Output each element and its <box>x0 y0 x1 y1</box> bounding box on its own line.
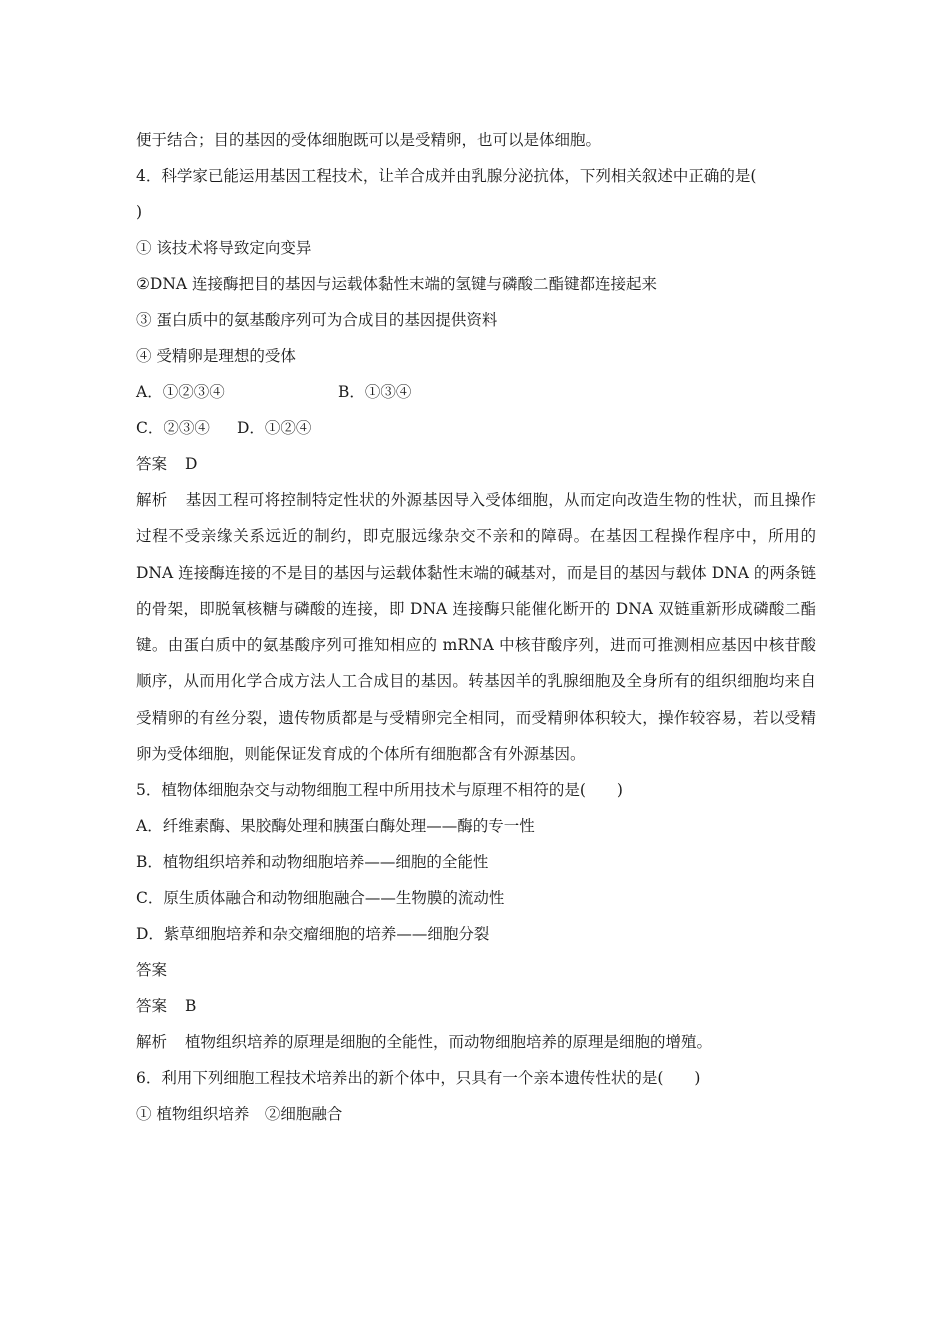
q5-answer-blank: 答案 <box>136 961 168 980</box>
q4-option-d: D．①②④ <box>237 419 312 437</box>
q4-answer-value: D <box>185 455 198 473</box>
q4-item-4: ④ 受精卵是理想的受体 <box>136 347 296 365</box>
intro-tail-text: 便于结合；目的基因的受体细胞既可以是受精卵，也可以是体细胞。 <box>136 131 602 149</box>
q4-option-b: B．①③④ <box>338 383 412 401</box>
q4-analysis-text: 基因工程可将控制特定性状的外源基因导入受体细胞，从而定向改造生物的性状，而且操作过程不受亲缘关系远近的制约，即克服远缘杂交不亲和的障碍。在基因工程操作程序中，所用的 DNA 连接酶连接的不是目的基因与运载体黏性末端的碱基对，而是目的基因与载体 DNA 的两条链的骨架，即脱氧核糖与磷酸的连接，即 DNA 连接酶只能催化断开的 DNA 双链重新形成磷酸二酯键。由蛋白质中的氨基酸序列可推知相应的 mRNA 中核苷酸序列，进而可推测相应基因中核苷酸顺序，从而用化学合成方法人工合成目的基因。转基因羊的乳腺细胞及全身所有的组织细胞均来自受精卵的有丝分裂，遗传物质都是与受精卵完全相同，而受精卵体积较大，操作较容易，若以受精卵为受体细胞，则能保证发育成的个体所有细胞都含有外源基因。 <box>136 491 816 764</box>
q4-stem: 4．科学家已能运用基因工程技术，让羊合成并由乳腺分泌抗体，下列相关叙述中正确的是( <box>136 167 757 185</box>
q5-option-d: D．紫草细胞培养和杂交瘤细胞的培养——细胞分裂 <box>136 925 490 944</box>
q4-item-3: ③ 蛋白质中的氨基酸序列可为合成目的基因提供资料 <box>136 311 498 329</box>
q6-stem: 6．利用下列细胞工程技术培养出的新个体中，只具有一个亲本遗传性状的是( ) <box>136 1069 701 1088</box>
q5-stem: 5．植物体细胞杂交与动物细胞工程中所用技术与原理不相符的是( ) <box>136 781 623 800</box>
q5-answer-label: 答案 <box>136 997 168 1016</box>
q5-analysis-label: 解析 <box>136 1033 168 1052</box>
q5-analysis <box>136 1024 816 1060</box>
q5-option-c: C．原生质体融合和动物细胞融合——生物膜的流动性 <box>136 889 505 908</box>
q4-stem-paren: ) <box>136 203 143 221</box>
q4-options-row-1 <box>136 374 816 410</box>
q4-options-row-2 <box>136 410 816 446</box>
q4-answer <box>136 446 816 482</box>
q4-answer-label: 答案 <box>136 455 168 473</box>
q5-option-a: A．纤维素酶、果胶酶处理和胰蛋白酶处理——酶的专一性 <box>136 817 535 836</box>
q5-answer-value: B <box>185 997 197 1016</box>
q4-item-2: ②DNA 连接酶把目的基因与运载体黏性末端的氢键与磷酸二酯键都连接起来 <box>136 275 658 293</box>
q5-analysis-text: 植物组织培养的原理是细胞的全能性，而动物细胞培养的原理是细胞的增殖。 <box>185 1033 713 1052</box>
q4-option-c: C．②③④ <box>136 419 210 437</box>
q4-option-a: A．①②③④ <box>136 383 225 401</box>
q5-answer <box>136 988 816 1024</box>
q5-option-b: B．植物组织培养和动物细胞培养——细胞的全能性 <box>136 853 489 872</box>
q6-items: ① 植物组织培养 ②细胞融合 <box>136 1105 343 1124</box>
document-body <box>136 122 816 1132</box>
q4-analysis-label: 解析 <box>136 491 168 509</box>
q4-item-1: ① 该技术将导致定向变异 <box>136 239 312 257</box>
q4-analysis <box>136 482 816 772</box>
